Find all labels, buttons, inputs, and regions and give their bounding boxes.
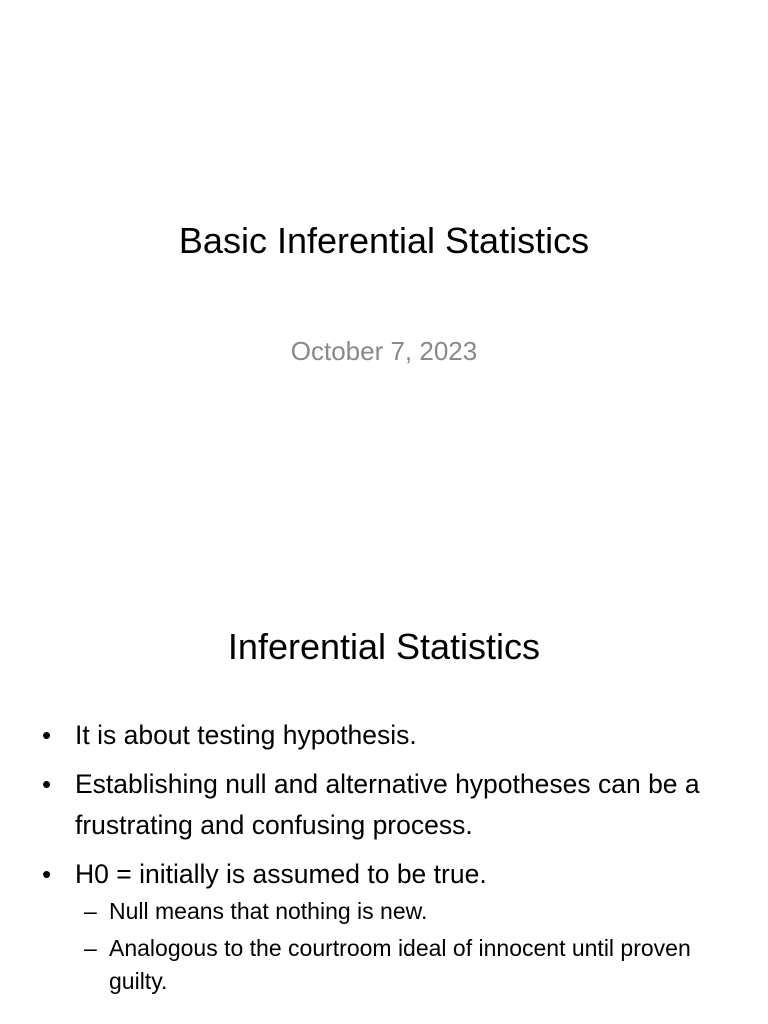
- bullet-list: [42, 715, 722, 1006]
- content-slide: [0, 512, 768, 1024]
- sub-bullet-text: Null means that nothing is new.: [109, 898, 428, 924]
- bullet-text: It is about testing hypothesis.: [75, 720, 417, 750]
- sub-bullet-list: [75, 895, 722, 998]
- sub-bullet-text: Analogous to the courtroom ideal of innocent until proven guilty.: [109, 935, 691, 994]
- bullet-marker: •: [42, 859, 52, 889]
- sub-bullet-item: [42, 895, 722, 928]
- bullet-marker: •: [42, 720, 52, 750]
- slide-title: Basic Inferential Statistics: [178, 220, 590, 261]
- bullet-marker: •: [42, 769, 52, 799]
- bullet-text: H0 = initially is assumed to be true.: [75, 859, 487, 889]
- sub-bullet-marker: –: [84, 935, 97, 961]
- slide-date: October 7, 2023: [290, 336, 478, 366]
- bullet-item: [42, 854, 722, 998]
- bullet-text: Establishing null and alternative hypotheses can be a frustrating and confusing process.: [75, 769, 700, 840]
- bullet-item: [42, 764, 722, 846]
- slide-heading: Inferential Statistics: [227, 626, 541, 667]
- bullet-item: [42, 715, 722, 756]
- sub-bullet-item: [42, 932, 722, 998]
- sub-bullet-marker: –: [84, 898, 97, 924]
